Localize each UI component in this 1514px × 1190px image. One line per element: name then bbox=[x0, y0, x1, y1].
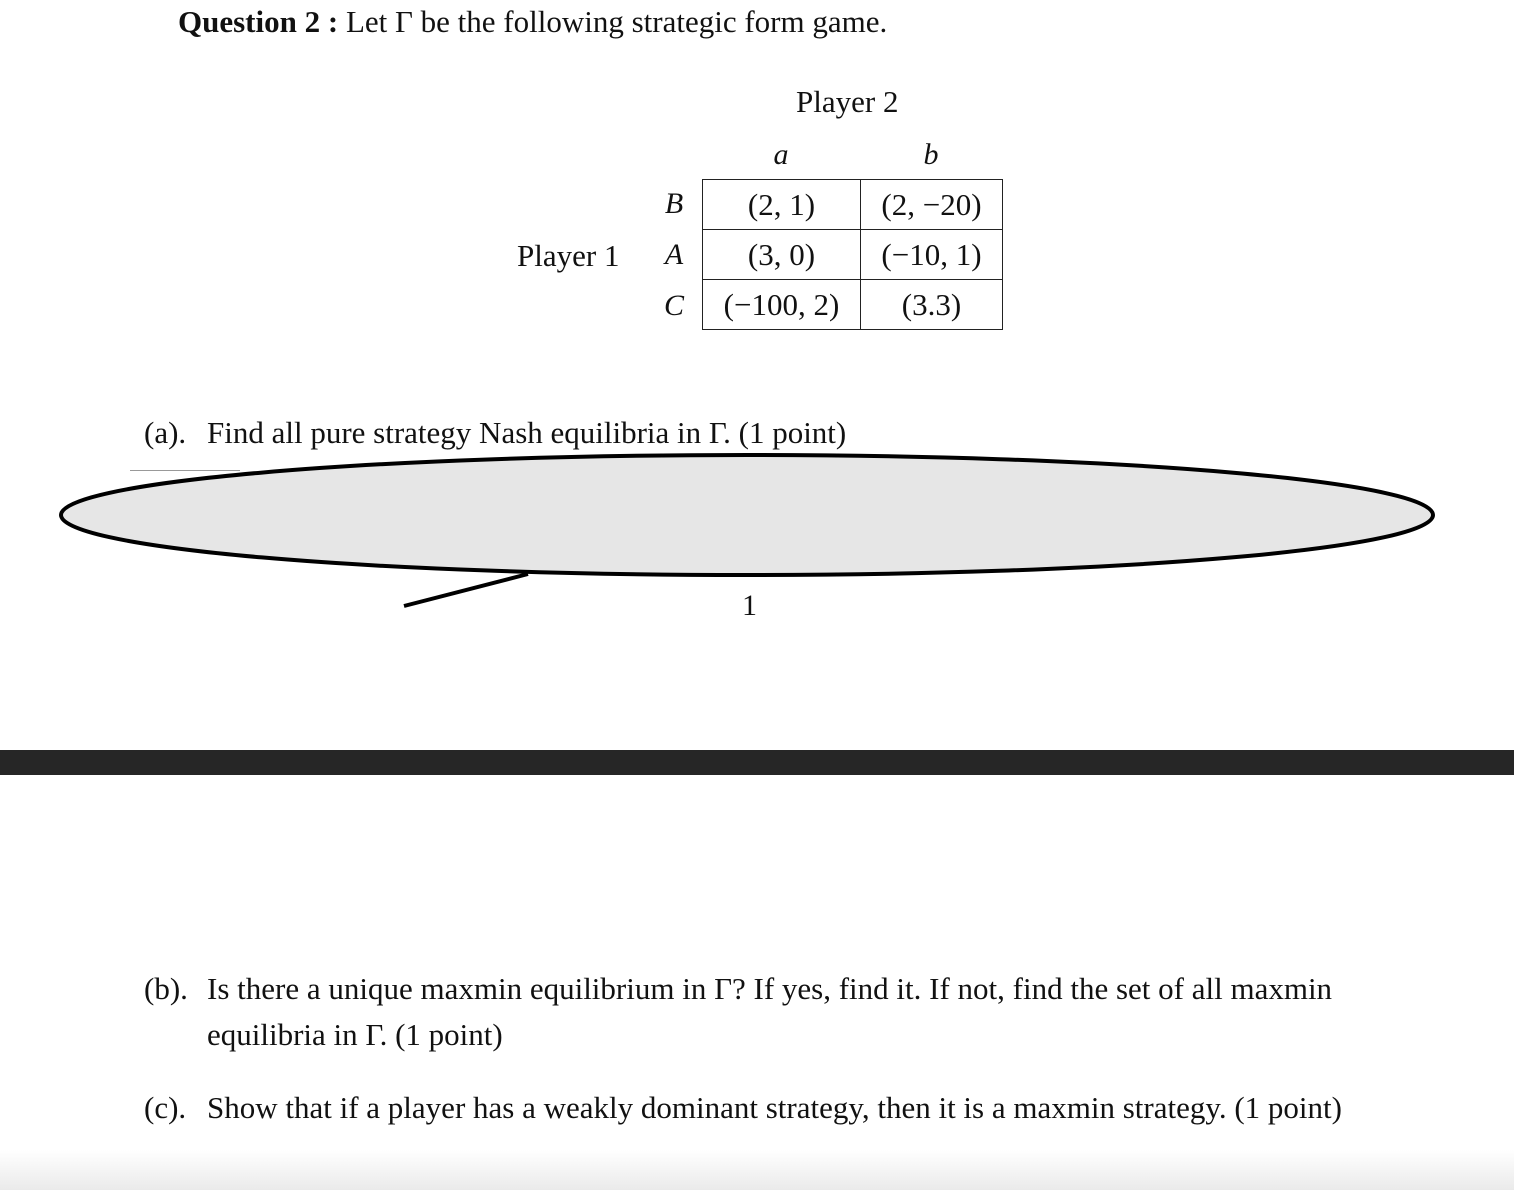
part-b bbox=[144, 966, 1384, 1058]
page-break-bar bbox=[0, 750, 1514, 775]
payoff-cell: (−100, 2) bbox=[703, 280, 861, 330]
callout-pointer bbox=[404, 574, 528, 606]
callout-annotation[interactable] bbox=[0, 440, 1514, 620]
question-label: Question 2 : bbox=[178, 4, 339, 39]
question-text: Let Γ be the following strategic form game. bbox=[345, 4, 888, 39]
player1-label: Player 1 bbox=[517, 238, 620, 273]
row-label-b: B bbox=[664, 187, 684, 220]
part-b-tag: (b). bbox=[144, 971, 188, 1006]
table-row bbox=[703, 180, 1003, 230]
page-number: 1 bbox=[742, 589, 757, 622]
column-label-b: b bbox=[923, 138, 939, 171]
table-row bbox=[703, 280, 1003, 330]
callout-ellipse[interactable] bbox=[61, 455, 1433, 575]
bottom-fade bbox=[0, 1150, 1514, 1190]
row-label-a: A bbox=[664, 238, 684, 271]
part-c-tag: (c). bbox=[144, 1090, 187, 1125]
payoff-cell: (3.3) bbox=[861, 280, 1003, 330]
part-c bbox=[144, 1085, 1384, 1131]
payoff-cell: (2, −20) bbox=[861, 180, 1003, 230]
player2-label: Player 2 bbox=[796, 84, 899, 119]
payoff-cell: (−10, 1) bbox=[861, 230, 1003, 280]
question-heading bbox=[178, 4, 887, 40]
payoff-matrix bbox=[702, 179, 1003, 330]
payoff-cell: (3, 0) bbox=[703, 230, 861, 280]
table-row bbox=[703, 230, 1003, 280]
part-c-text: Show that if a player has a weakly dominant strategy, then it is a maxmin strategy. (1 point) bbox=[207, 1090, 1342, 1125]
row-label-c: C bbox=[663, 289, 684, 322]
payoff-cell: (2, 1) bbox=[703, 180, 861, 230]
column-label-a: a bbox=[773, 138, 789, 171]
part-b-text: Is there a unique maxmin equilibrium in Γ? If yes, find it. If not, find the set of all maxmin equilibria in Γ. (1 point) bbox=[207, 971, 1333, 1052]
part-a-tag: (a). bbox=[144, 415, 187, 450]
part-a-text: Find all pure strategy Nash equilibria in Γ. (1 point) bbox=[207, 415, 847, 450]
